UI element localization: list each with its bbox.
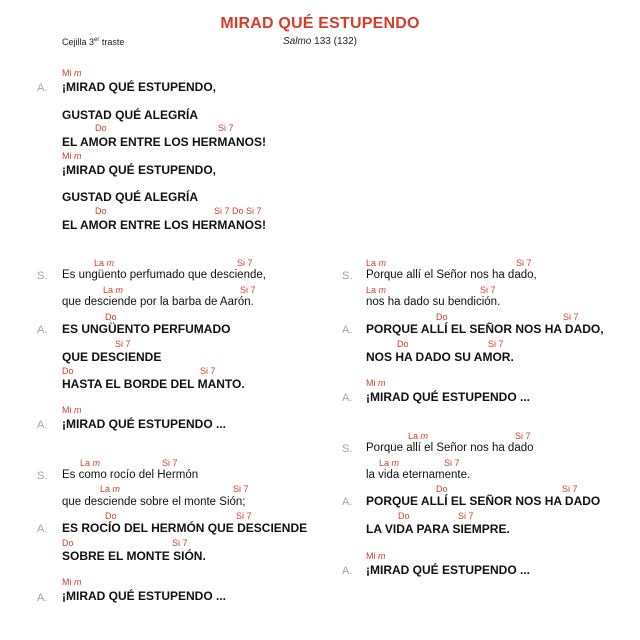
chord-si7: Si 7 [200, 366, 216, 376]
marker-a: A. [37, 592, 48, 604]
chord-mi-m: Mi m [62, 68, 82, 78]
lyric-line: SOBRE EL MONTE SIÓN. [62, 549, 206, 563]
chord-la-m: La m [100, 484, 121, 494]
chord-mi-m: Mi m [366, 378, 386, 388]
marker-s: S. [342, 443, 353, 455]
lyric-line: GUSTAD QUÉ ALEGRÍA [62, 190, 199, 204]
chord-si7: Si 7 [172, 538, 188, 548]
chord-si7: Si 7 [237, 258, 253, 268]
lyric-line: ¡MIRAD QUÉ ESTUPENDO ... [62, 589, 227, 603]
lyric-line: ¡MIRAD QUÉ ESTUPENDO ... [366, 563, 531, 577]
marker-s: S. [342, 270, 353, 282]
marker-a: A. [342, 392, 353, 404]
lyric-line: NOS HA DADO SU AMOR. [366, 350, 514, 364]
lyric-line: Porque allí el Señor nos ha dado, [366, 269, 537, 281]
lyric-line: ES ROCÍO DEL HERMÓN QUE DESCIENDE [62, 521, 308, 535]
lyric-line: PORQUE ALLÍ EL SEÑOR NOS HA DADO, [366, 322, 604, 336]
chord-si7: Si 7 [444, 458, 460, 468]
lyric-line: ¡MIRAD QUÉ ESTUPENDO, [62, 163, 217, 177]
lyric-line: que desciende por la barba de Aarón. [62, 296, 254, 308]
lyric-line: EL AMOR ENTRE LOS HERMANOS! [62, 135, 267, 149]
marker-a: A. [342, 496, 353, 508]
marker-s: S. [37, 470, 48, 482]
marker-a: A. [37, 419, 48, 431]
chord-si7: Si 7 [218, 123, 234, 133]
chord-mi-m: Mi m [366, 551, 386, 561]
marker-s: S. [37, 270, 48, 282]
lyric-line: GUSTAD QUÉ ALEGRÍA [62, 108, 199, 122]
chord-si7: Si 7 [115, 339, 131, 349]
psalm-reference: Salmo 133 (132) [283, 36, 357, 47]
lyric-line: ¡MIRAD QUÉ ESTUPENDO ... [62, 417, 227, 431]
marker-a: A. [37, 523, 48, 535]
chord-si7: Si 7 [480, 285, 496, 295]
lyric-line: nos ha dado su bendición. [366, 296, 501, 308]
marker-a: A. [342, 565, 353, 577]
chord-la-m: La m [94, 258, 115, 268]
chord-la-m: La m [366, 285, 387, 295]
chord-mi-m: Mi m [62, 405, 82, 415]
chord-la-m: La m [408, 431, 429, 441]
chord-do: Do [436, 484, 448, 494]
lyric-line: LA VIDA PARA SIEMPRE. [366, 522, 510, 536]
chord-la-m: La m [379, 458, 400, 468]
lyric-line: Es ungüento perfumado que desciende, [62, 269, 266, 281]
chord-do: Do [62, 366, 74, 376]
chord-si7: Si 7 [240, 285, 256, 295]
lyric-line: QUE DESCIENDE [62, 350, 162, 364]
chord-la-m: La m [103, 285, 124, 295]
chord-la-m: La m [80, 458, 101, 468]
chord-si7: Si 7 [488, 339, 504, 349]
chord-do: Do [105, 511, 117, 521]
lyric-line: PORQUE ALLÍ EL SEÑOR NOS HA DADO [366, 494, 601, 508]
capo-note: Cejilla 3er traste [62, 37, 125, 47]
marker-a: A. [37, 324, 48, 336]
lyric-line: Es como rocío del Hermón [62, 469, 199, 481]
marker-a: A. [342, 324, 353, 336]
lyric-line: que desciende sobre el monte Sión; [62, 496, 246, 508]
chord-do: Do [397, 339, 409, 349]
chord-mi-m: Mi m [62, 151, 82, 161]
lyric-line: Porque allí el Señor nos ha dado [366, 442, 534, 454]
marker-a: A. [37, 82, 48, 94]
chord-mi-m: Mi m [62, 577, 82, 587]
chord-si7: Si 7 [233, 484, 249, 494]
song-title: MIRAD QUÉ ESTUPENDO [220, 15, 420, 32]
lyric-line: ¡MIRAD QUÉ ESTUPENDO, [62, 80, 217, 94]
chord-si7: Si 7 [458, 511, 474, 521]
chord-do: Do [95, 123, 107, 133]
chord-si7: Si 7 [515, 431, 531, 441]
lyric-line: HASTA EL BORDE DEL MANTO. [62, 377, 245, 391]
chord-si7: Si 7 [162, 458, 178, 468]
chord-do: Do [436, 312, 448, 322]
chord-si7: Si 7 [562, 484, 578, 494]
lyric-line: la vida eternamente. [366, 469, 471, 481]
chord-si7: Si 7 [236, 511, 252, 521]
lyric-line: EL AMOR ENTRE LOS HERMANOS! [62, 218, 267, 232]
chord-si7: Si 7 [516, 258, 532, 268]
chord-si7: Si 7 [563, 312, 579, 322]
lyric-line: ¡MIRAD QUÉ ESTUPENDO ... [366, 390, 531, 404]
lyric-line: ES UNGÜENTO PERFUMADO [62, 322, 231, 336]
chord-la-m: La m [366, 258, 387, 268]
chord-do: Do [95, 206, 107, 216]
chord-si7-do-si7: Si 7 Do Si 7 [214, 206, 262, 216]
chord-do: Do [62, 538, 74, 548]
chord-do: Do [105, 312, 117, 322]
chord-do: Do [398, 511, 410, 521]
